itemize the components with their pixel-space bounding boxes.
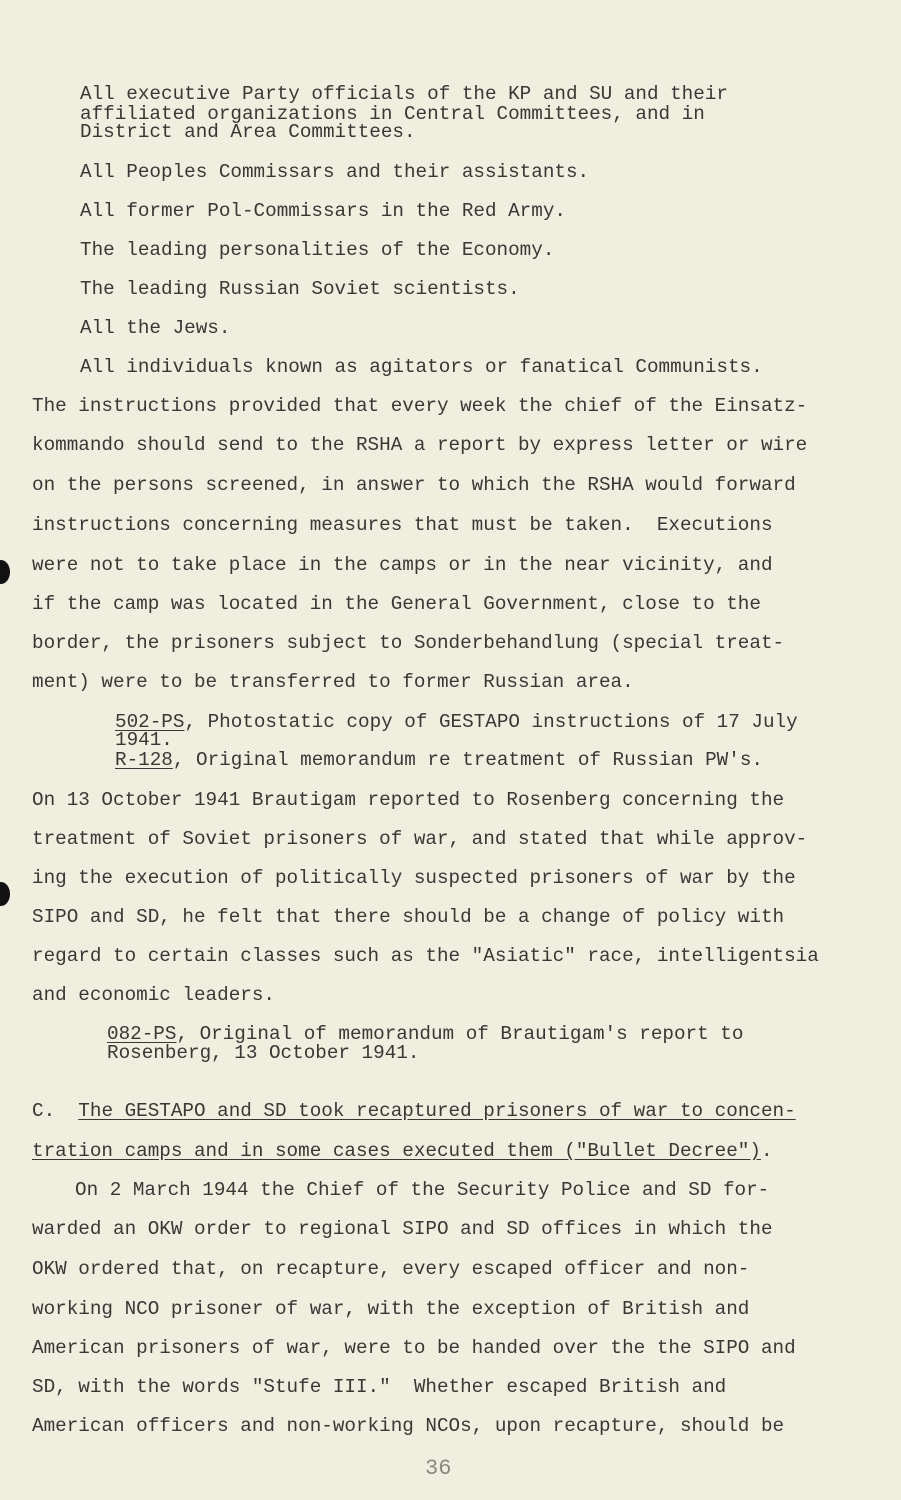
line-text: affiliated organizations in Central Committees, and in xyxy=(80,103,705,125)
text-line xyxy=(32,946,819,966)
underlined-reference: The GESTAPO and SD took recaptured prisoners of war to concen- xyxy=(78,1100,796,1122)
text-line xyxy=(80,162,589,182)
text-line xyxy=(32,515,773,535)
text-line xyxy=(32,435,807,455)
text-line xyxy=(80,318,230,338)
text-line xyxy=(32,1141,773,1161)
text-line xyxy=(80,357,763,377)
text-line xyxy=(32,1377,726,1397)
line-text: The leading personalities of the Economy. xyxy=(80,239,555,261)
text-line xyxy=(80,279,520,299)
underlined-reference: 502-PS xyxy=(115,711,185,733)
line-text: All individuals known as agitators or fanatical Communists. xyxy=(80,356,763,378)
line-text: on the persons screened, in answer to which the RSHA would forward xyxy=(32,474,796,496)
line-text: District and Area Committees. xyxy=(80,121,416,143)
line-text: On 2 March 1944 the Chief of the Security Police and SD for- xyxy=(75,1179,770,1201)
page-number: 36 xyxy=(425,1456,452,1481)
underlined-reference: 082-PS xyxy=(107,1023,177,1045)
text-line xyxy=(32,868,796,888)
text-line xyxy=(32,1416,784,1436)
line-text: if the camp was located in the General Government, close to the xyxy=(32,593,761,615)
underlined-reference: tration camps and in some cases executed them ("Bullet Decree") xyxy=(32,1140,761,1162)
line-text: American prisoners of war, were to be handed over the the SIPO and xyxy=(32,1337,796,1359)
text-line xyxy=(32,475,796,495)
text-line xyxy=(80,201,566,221)
line-text: warded an OKW order to regional SIPO and SD offices in which the xyxy=(32,1218,773,1240)
line-text: All former Pol-Commissars in the Red Army. xyxy=(80,200,566,222)
text-line xyxy=(115,750,763,770)
text-line xyxy=(32,1101,796,1121)
line-text: border, the prisoners subject to Sonderbehandlung (special treat- xyxy=(32,632,785,654)
line-text: All Peoples Commissars and their assistants. xyxy=(80,161,590,183)
line-text: working NCO prisoner of war, with the exception of British and xyxy=(32,1298,750,1320)
text-line xyxy=(32,672,634,692)
line-text: SIPO and SD, he felt that there should be a change of policy with xyxy=(32,906,785,928)
line-text: 1941. xyxy=(115,729,173,751)
text-line xyxy=(80,122,416,142)
line-text: regard to certain classes such as the "Asiatic" race, intelligentsia xyxy=(32,945,819,967)
line-text: kommando should send to the RSHA a report by express letter or wire xyxy=(32,434,808,456)
line-text: American officers and non-working NCOs, upon recapture, should be xyxy=(32,1415,785,1437)
line-text: , Original memorandum re treatment of Russian PW's. xyxy=(172,749,763,771)
line-text: Rosenberg, 13 October 1941. xyxy=(107,1042,420,1064)
line-text: instructions concerning measures that must be taken. Executions xyxy=(32,514,773,536)
text-line xyxy=(107,1024,743,1044)
line-text: All the Jews. xyxy=(80,317,231,339)
text-line xyxy=(32,1219,773,1239)
text-line xyxy=(32,555,773,575)
text-line xyxy=(32,1299,749,1319)
punch-hole xyxy=(0,882,10,906)
text-line xyxy=(115,730,173,750)
text-line xyxy=(32,1338,796,1358)
text-line xyxy=(32,594,761,614)
text-line xyxy=(32,790,784,810)
text-line xyxy=(107,1043,419,1063)
text-line xyxy=(75,1180,769,1200)
line-text: C. xyxy=(32,1100,79,1122)
line-text: were not to take place in the camps or in the near vicinity, and xyxy=(32,554,773,576)
text-line xyxy=(32,1259,749,1279)
text-line xyxy=(32,907,784,927)
line-text: ment) were to be transferred to former Russian area. xyxy=(32,671,634,693)
line-text: and economic leaders. xyxy=(32,984,275,1006)
text-line xyxy=(80,84,728,104)
text-line xyxy=(32,829,807,849)
line-text: The leading Russian Soviet scientists. xyxy=(80,278,520,300)
line-text: The instructions provided that every week the chief of the Einsatz- xyxy=(32,395,808,417)
line-text: All executive Party officials of the KP and SU and their xyxy=(80,83,728,105)
punch-hole xyxy=(0,560,10,584)
line-text: SD, with the words "Stufe III." Whether escaped British and xyxy=(32,1376,727,1398)
text-line xyxy=(32,396,807,416)
line-text: . xyxy=(760,1140,773,1162)
text-line xyxy=(115,712,798,732)
line-text: treatment of Soviet prisoners of war, and stated that while approv- xyxy=(32,828,808,850)
line-text: OKW ordered that, on recapture, every escaped officer and non- xyxy=(32,1258,750,1280)
text-line xyxy=(80,240,554,260)
underlined-reference: R-128 xyxy=(115,749,173,771)
line-text: , Photostatic copy of GESTAPO instructions of 17 July xyxy=(184,711,798,733)
text-line xyxy=(32,633,784,653)
line-text: On 13 October 1941 Brautigam reported to Rosenberg concerning the xyxy=(32,789,785,811)
line-text: , Original of memorandum of Brautigam's report to xyxy=(176,1023,744,1045)
line-text: ing the execution of politically suspected prisoners of war by the xyxy=(32,867,796,889)
text-line xyxy=(32,985,275,1005)
